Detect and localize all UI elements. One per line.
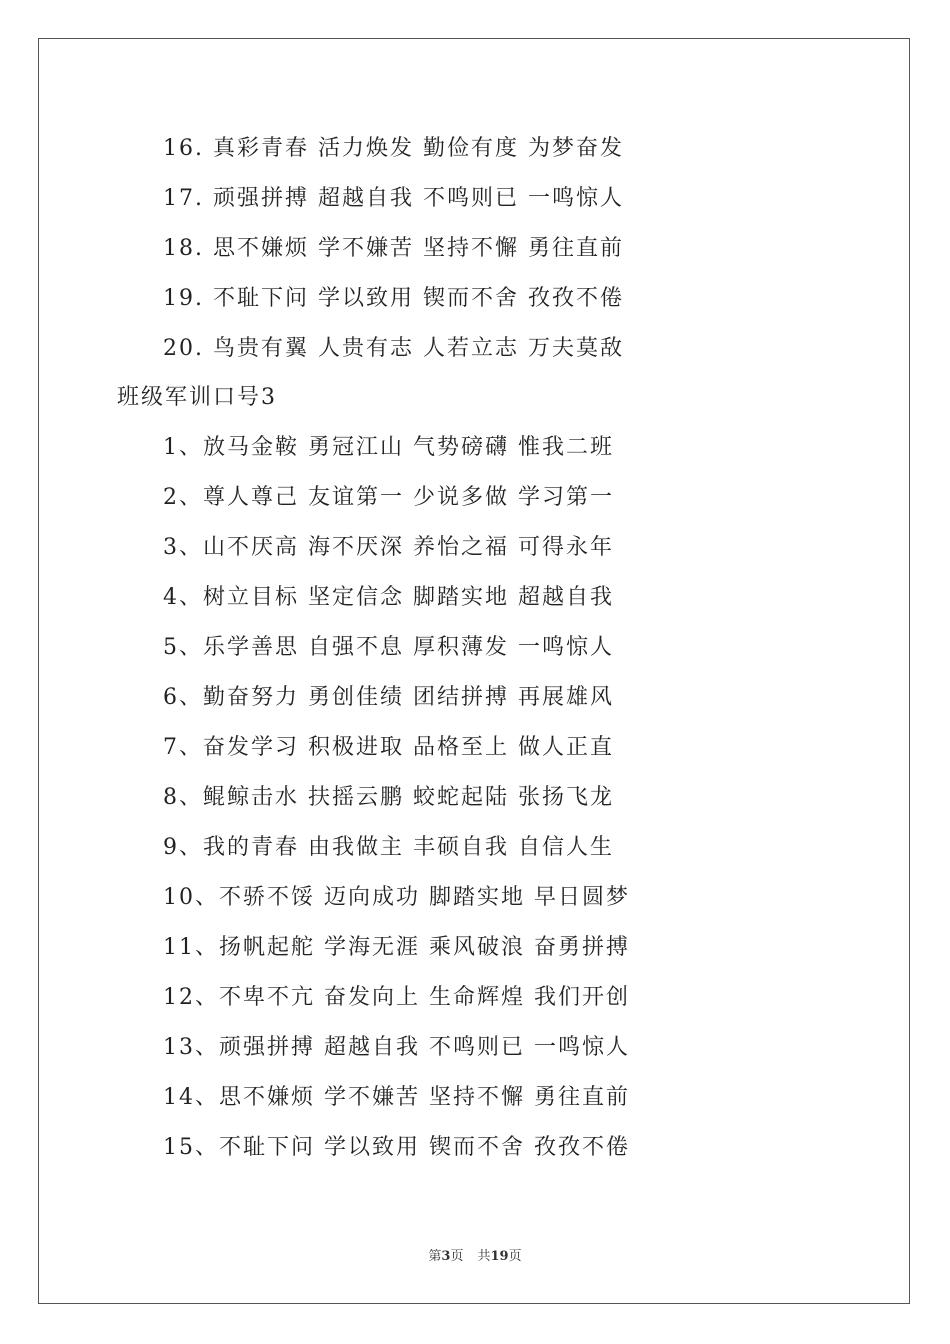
- page-prefix: 第: [428, 1249, 442, 1264]
- slogan-line-9: 9、我的青春 由我做主 丰硕自我 自信人生: [163, 835, 614, 860]
- slogan-line-13: 13、顽强拼搏 超越自我 不鸣则已 一鸣惊人: [163, 1035, 630, 1060]
- slogan-line-6: 6、勤奋努力 勇创佳绩 团结拼搏 再展雄风: [163, 685, 614, 710]
- slogan-line-8: 8、鲲鲸击水 扶摇云鹏 蛟蛇起陆 张扬飞龙: [163, 785, 614, 810]
- slogan-line-19: 19. 不耻下问 学以致用 锲而不舍 孜孜不倦: [163, 286, 624, 311]
- slogan-line-10: 10、不骄不馁 迈向成功 脚踏实地 早日圆梦: [163, 885, 630, 910]
- page-suffix: 页: [450, 1249, 464, 1264]
- slogan-line-18: 18. 思不嫌烦 学不嫌苦 坚持不懈 勇往直前: [163, 236, 624, 261]
- section-heading: 班级军训口号3: [117, 385, 277, 410]
- page-total: 19: [490, 1249, 509, 1264]
- slogan-line-11: 11、扬帆起舵 学海无涯 乘风破浪 奋勇拼搏: [163, 935, 630, 960]
- slogan-line-17: 17. 顽强拼搏 超越自我 不鸣则已 一鸣惊人: [163, 186, 624, 211]
- slogan-line-12: 12、不卑不亢 奋发向上 生命辉煌 我们开创: [163, 985, 630, 1010]
- slogan-line-7: 7、奋发学习 积极进取 品格至上 做人正直: [163, 735, 614, 760]
- slogan-line-16: 16. 真彩青春 活力焕发 勤俭有度 为梦奋发: [163, 136, 624, 161]
- total-prefix: 共: [477, 1249, 491, 1264]
- slogan-line-5: 5、乐学善思 自强不息 厚积薄发 一鸣惊人: [163, 635, 614, 660]
- total-suffix: 页: [508, 1249, 522, 1264]
- slogan-line-20: 20. 鸟贵有翼 人贵有志 人若立志 万夫莫敌: [163, 336, 624, 361]
- slogan-line-3: 3、山不厌高 海不厌深 养怡之福 可得永年: [163, 535, 614, 560]
- slogan-line-1: 1、放马金鞍 勇冠江山 气势磅礴 惟我二班: [163, 435, 614, 460]
- page-footer: [0, 1245, 950, 1264]
- slogan-line-14: 14、思不嫌烦 学不嫌苦 坚持不懈 勇往直前: [163, 1085, 630, 1110]
- slogan-line-2: 2、尊人尊己 友谊第一 少说多做 学习第一: [163, 485, 614, 510]
- page-border: [38, 38, 910, 1304]
- page-current: 3: [441, 1249, 451, 1264]
- slogan-line-15: 15、不耻下问 学以致用 锲而不舍 孜孜不倦: [163, 1135, 630, 1160]
- slogan-line-4: 4、树立目标 坚定信念 脚踏实地 超越自我: [163, 585, 614, 610]
